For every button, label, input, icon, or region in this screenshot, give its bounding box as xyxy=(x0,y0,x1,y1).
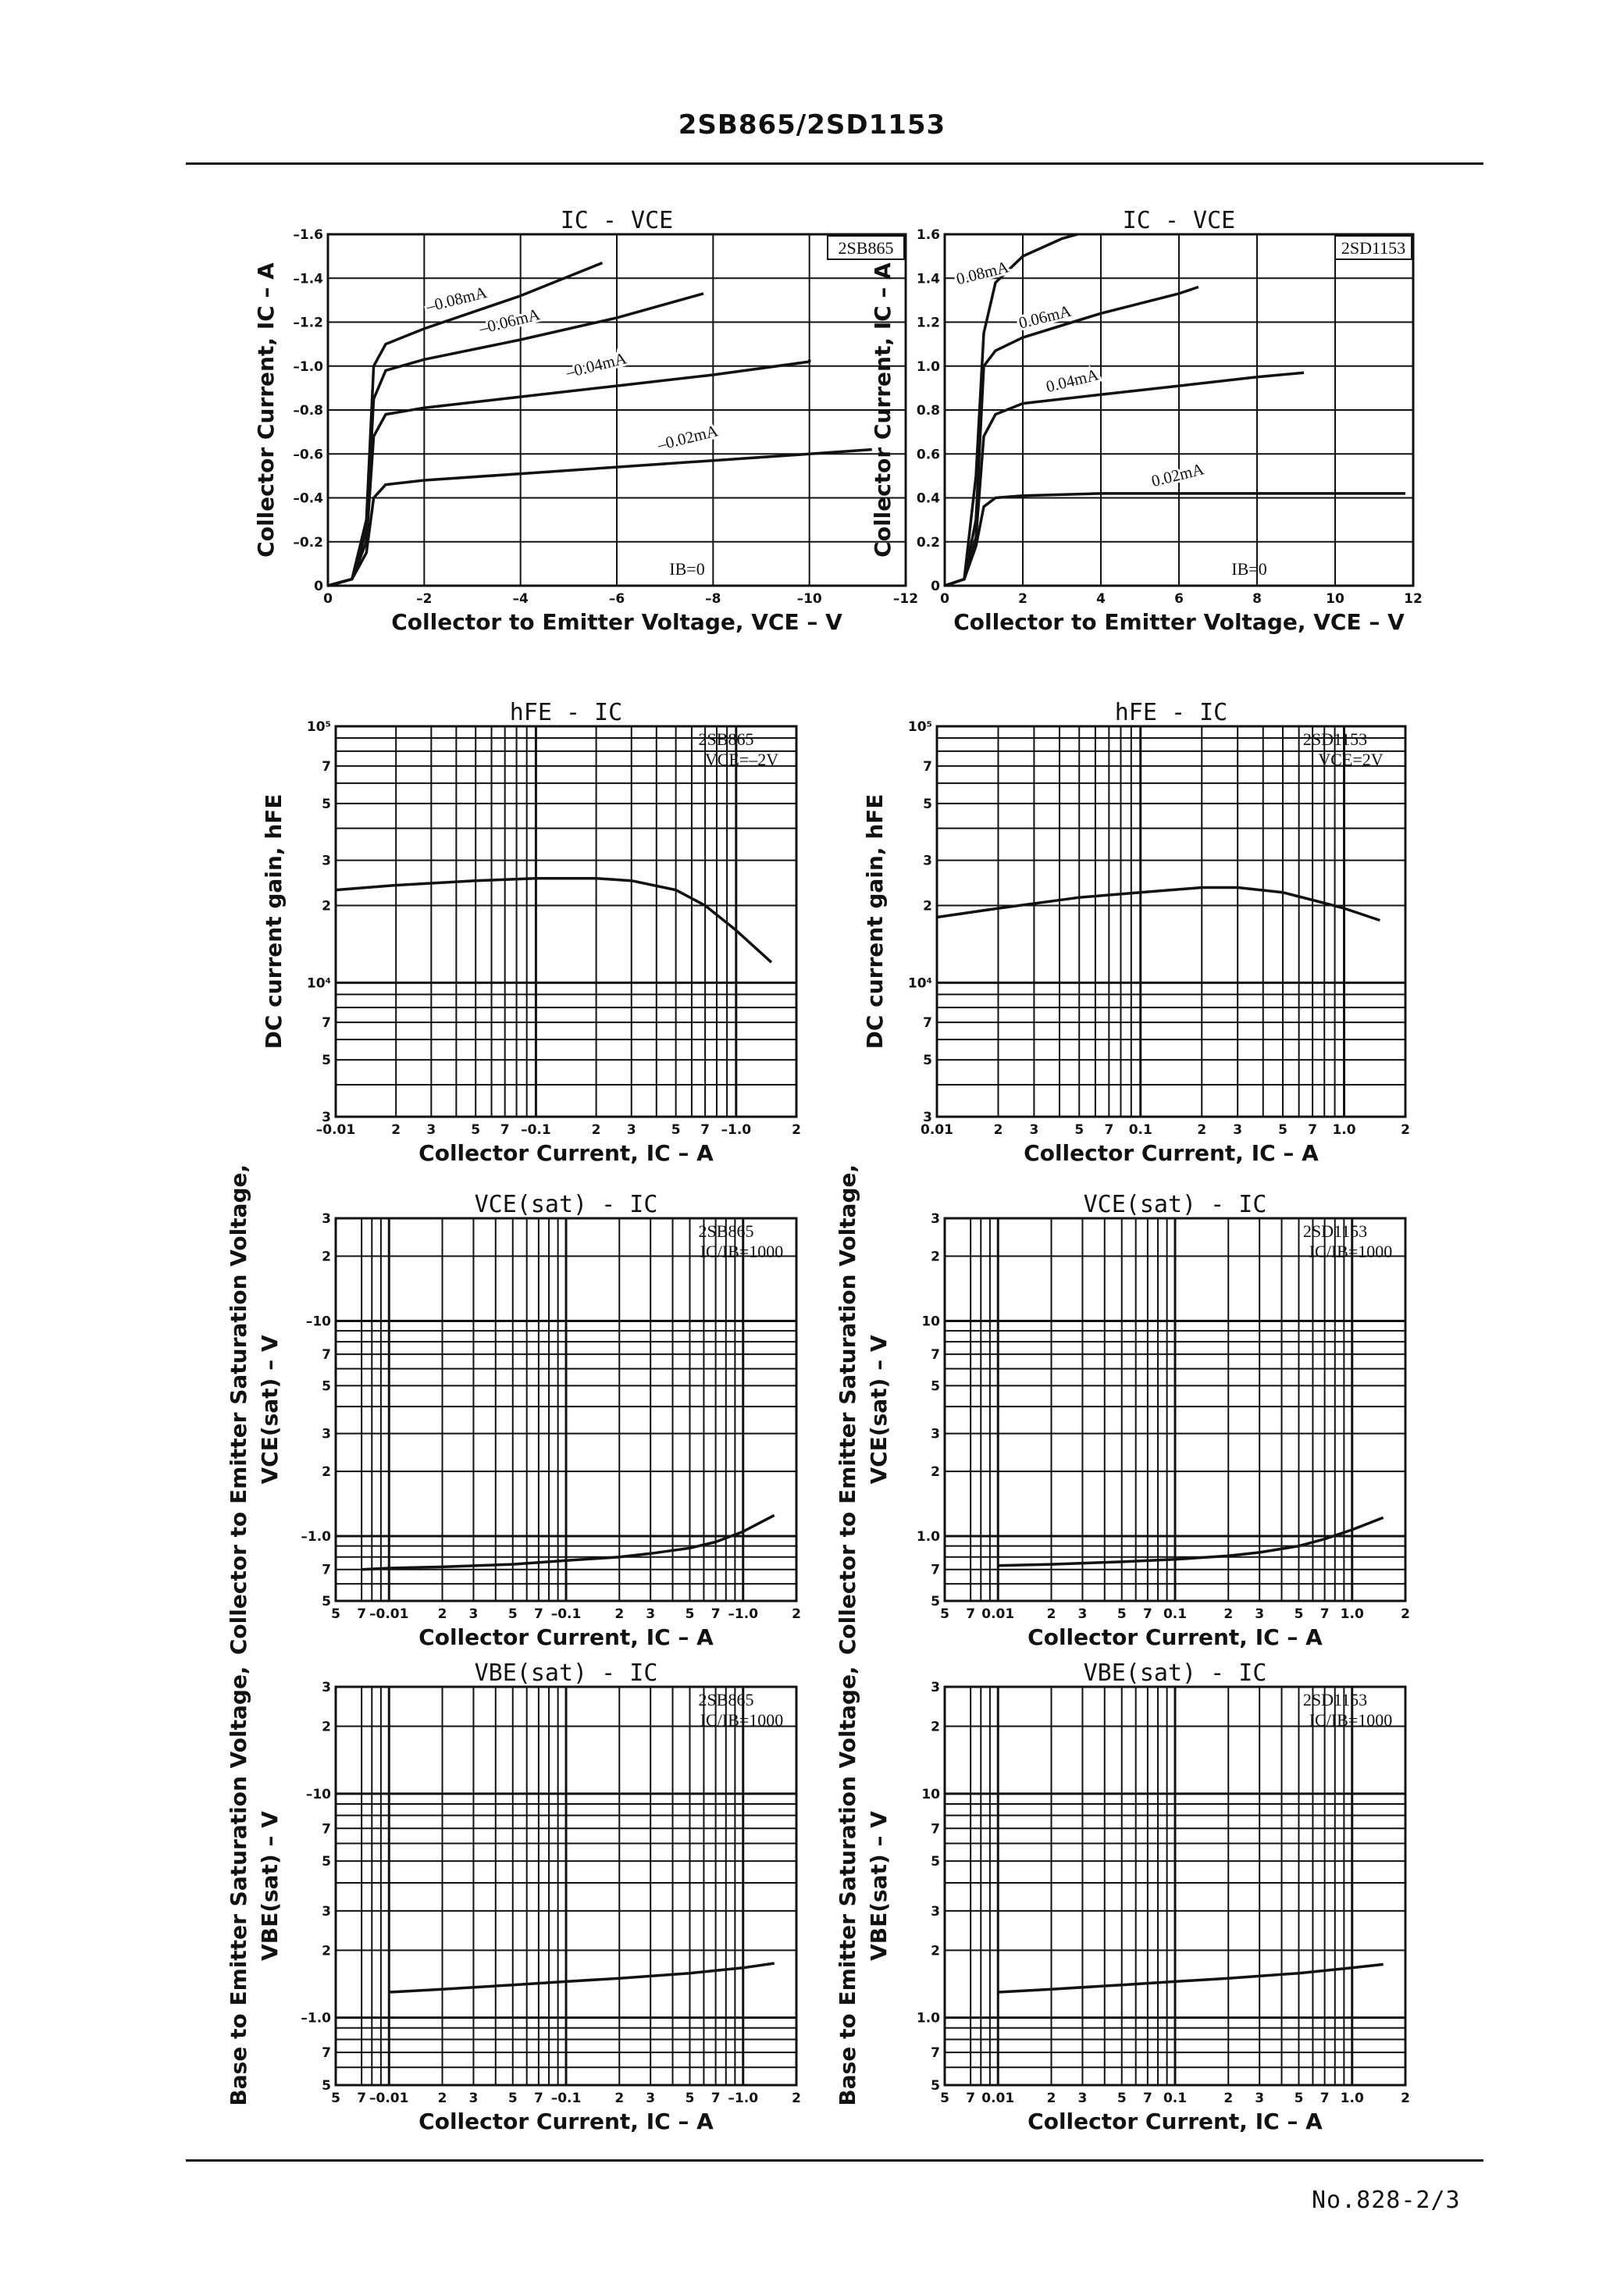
chart-vbesat-ic-2sb865 xyxy=(219,1659,843,2148)
y-tick-label: 1.6 xyxy=(916,227,940,243)
y-tick-label: 3 xyxy=(322,1426,331,1442)
chart-vcesat-ic-2sb865 xyxy=(219,1164,843,1663)
x-tick-label: 5 xyxy=(940,2091,949,2106)
x-tick-label: 7 xyxy=(1320,2091,1330,2106)
x-tick-label: 2 xyxy=(993,1122,1003,1138)
x-tick-label: 3 xyxy=(646,2091,656,2106)
x-tick-label: 5 xyxy=(471,1122,481,1138)
header-rule xyxy=(186,162,1483,165)
y-tick-label: 5 xyxy=(931,1378,940,1395)
x-tick-label: –0.1 xyxy=(550,1606,582,1622)
y-tick-label: 0.4 xyxy=(916,490,940,507)
y-tick-label: 2 xyxy=(931,1464,940,1481)
condition-label: VCE=2V xyxy=(1318,750,1384,769)
x-tick-label: –1.0 xyxy=(721,1122,752,1138)
x-axis-label: Collector Current, IC – A xyxy=(1027,2109,1323,2134)
x-tick-label: 3 xyxy=(1255,1606,1265,1622)
y-axis-label: Base to Emitter Saturation Voltage, xyxy=(835,1666,860,2106)
x-tick-label: 2 xyxy=(1401,1122,1410,1138)
x-axis-label: Collector Current, IC – A xyxy=(418,1624,714,1650)
x-tick-label: 3 xyxy=(1255,2091,1265,2106)
device-label: 2SB865 xyxy=(838,238,894,258)
condition-label: IC/IB=1000 xyxy=(1309,1710,1393,1730)
x-tick-label: 2 xyxy=(1046,1606,1056,1622)
x-tick-label: 2 xyxy=(437,1606,447,1622)
y-tick-label: –1.2 xyxy=(293,315,323,331)
x-tick-label: 1.0 xyxy=(1340,2091,1364,2106)
y-tick-label: –0.8 xyxy=(293,403,323,419)
x-tick-label: 0.1 xyxy=(1163,2091,1188,2106)
y-tick-label: –0.4 xyxy=(293,490,323,507)
x-tick-label: 7 xyxy=(533,2091,543,2106)
x-tick-label: –6 xyxy=(608,591,625,607)
y-tick-label: 5 xyxy=(923,796,932,812)
y-tick-label: 0 xyxy=(931,579,940,594)
x-tick-label: 3 xyxy=(1077,2091,1088,2106)
y-axis-label: VCE(sat) – V xyxy=(866,1335,892,1485)
x-tick-label: 7 xyxy=(500,1122,510,1138)
y-tick-label: –10 xyxy=(305,1314,331,1330)
x-tick-label: 1.0 xyxy=(1340,1606,1364,1622)
y-tick-label: 5 xyxy=(923,1053,932,1069)
y-tick-label: 3 xyxy=(322,1211,331,1227)
x-tick-label: –1.0 xyxy=(728,2091,759,2106)
x-tick-label: 2 xyxy=(792,1122,801,1138)
x-tick-label: 5 xyxy=(1074,1122,1084,1138)
device-label: 2SD1153 xyxy=(1302,729,1368,749)
y-tick-label: 5 xyxy=(322,1594,331,1610)
x-axis-label: Collector to Emitter Voltage, VCE – V xyxy=(953,609,1405,635)
x-tick-label: 7 xyxy=(357,1606,367,1622)
y-tick-label: 10⁵ xyxy=(306,719,331,735)
y-tick-label: 2 xyxy=(322,1943,331,1959)
x-tick-label: 10 xyxy=(1326,591,1344,607)
y-axis-label: Collector to Emitter Saturation Voltage, xyxy=(835,1164,860,1656)
x-tick-label: 2 xyxy=(437,2091,447,2106)
y-tick-label: 5 xyxy=(322,1854,331,1870)
x-tick-label: 0.1 xyxy=(1163,1606,1188,1622)
series-label: –0.06mA xyxy=(477,305,542,338)
x-tick-label: 5 xyxy=(1116,1606,1127,1622)
x-tick-label: –0.01 xyxy=(369,2091,409,2106)
x-tick-label: 5 xyxy=(1294,1606,1304,1622)
chart-ic-vce-2sd1153 xyxy=(843,195,1468,687)
y-tick-label: 0.2 xyxy=(916,534,940,551)
chart-vbesat-ic-2sd1153 xyxy=(835,1659,1468,2148)
y-axis-label: Base to Emitter Saturation Voltage, xyxy=(226,1666,251,2106)
y-tick-label: 3 xyxy=(931,1903,940,1920)
y-tick-label: 5 xyxy=(322,1378,331,1395)
device-label: 2SB865 xyxy=(698,1690,754,1709)
chart-title: IC - VCE xyxy=(1122,207,1236,234)
x-tick-label: 2 xyxy=(1401,2091,1410,2106)
y-tick-label: 7 xyxy=(322,1015,331,1032)
x-tick-label: –10 xyxy=(796,591,822,607)
x-tick-label: 7 xyxy=(710,1606,721,1622)
y-tick-label: 5 xyxy=(322,796,331,812)
condition-label: IC/IB=1000 xyxy=(700,1710,784,1730)
y-tick-label: 3 xyxy=(322,853,331,869)
y-tick-label: 3 xyxy=(931,1680,940,1695)
x-axis-label: Collector Current, IC – A xyxy=(418,1140,714,1166)
y-tick-label: 10 xyxy=(921,1314,940,1330)
y-tick-label: 2 xyxy=(931,1249,940,1265)
x-tick-label: 2 xyxy=(391,1122,401,1138)
device-label: 2SD1153 xyxy=(1302,1221,1368,1241)
y-axis-label: DC current gain, hFE xyxy=(862,793,888,1050)
x-axis-label: Collector Current, IC – A xyxy=(1024,1140,1319,1166)
condition-label: IB=0 xyxy=(669,559,705,579)
device-label: 2SD1153 xyxy=(1341,238,1406,258)
y-tick-label: 3 xyxy=(923,1110,932,1125)
chart-hfe-ic-2sd1153 xyxy=(843,687,1468,1187)
y-tick-label: 2 xyxy=(923,898,932,914)
chart-title: hFE - IC xyxy=(1114,699,1228,726)
x-tick-label: 3 xyxy=(426,1122,436,1138)
chart-hfe-ic-2sb865 xyxy=(219,687,843,1187)
y-tick-label: 7 xyxy=(923,1015,932,1032)
chart-title: IC - VCE xyxy=(560,207,674,234)
y-tick-label: 7 xyxy=(322,1821,331,1838)
x-tick-label: 6 xyxy=(1174,591,1184,607)
y-tick-label: 3 xyxy=(322,1680,331,1695)
x-tick-label: –0.1 xyxy=(521,1122,551,1138)
series-line xyxy=(937,888,1380,921)
x-tick-label: 0.1 xyxy=(1128,1122,1152,1138)
y-axis-label: VCE(sat) – V xyxy=(257,1335,283,1485)
series-line xyxy=(361,1515,775,1569)
x-tick-label: 5 xyxy=(508,2091,518,2106)
x-tick-label: 2 xyxy=(1197,1122,1207,1138)
x-tick-label: 7 xyxy=(710,2091,721,2106)
y-tick-label: 3 xyxy=(322,1110,331,1125)
series-label: 0.06mA xyxy=(1017,301,1074,333)
x-tick-label: 7 xyxy=(1308,1122,1318,1138)
x-tick-label: 5 xyxy=(508,1606,518,1622)
x-tick-label: 7 xyxy=(1320,1606,1330,1622)
y-tick-label: 7 xyxy=(931,2045,940,2062)
y-tick-label: –0.6 xyxy=(293,447,323,463)
footer-rule xyxy=(186,2159,1483,2162)
x-tick-label: 2 xyxy=(1401,1606,1410,1622)
y-tick-label: 1.2 xyxy=(916,315,940,331)
series-line xyxy=(945,373,1304,586)
x-tick-label: 2 xyxy=(614,1606,625,1622)
series-line xyxy=(389,1963,774,1992)
y-tick-label: 7 xyxy=(931,1347,940,1364)
x-tick-label: 7 xyxy=(966,2091,976,2106)
page-header: 2SB865/2SD1153 xyxy=(678,109,946,141)
series-line xyxy=(336,879,771,963)
x-tick-label: 5 xyxy=(331,2091,340,2106)
x-tick-label: 2 xyxy=(614,2091,625,2106)
chart-title: hFE - IC xyxy=(509,699,623,726)
device-label: 2SD1153 xyxy=(1302,1690,1368,1709)
series-label: 0.08mA xyxy=(954,257,1011,289)
chart-title: VBE(sat) - IC xyxy=(474,1659,658,1687)
y-axis-label: Collector Current, IC – A xyxy=(253,262,279,558)
x-tick-label: 12 xyxy=(1404,591,1423,607)
chart-vcesat-ic-2sd1153 xyxy=(835,1164,1468,1663)
x-tick-label: 3 xyxy=(1233,1122,1243,1138)
y-tick-label: –1.4 xyxy=(293,271,323,287)
series-line xyxy=(328,359,810,586)
y-tick-label: –1.0 xyxy=(301,2010,331,2027)
chart-title: VCE(sat) - IC xyxy=(474,1191,658,1218)
x-tick-label: –0.01 xyxy=(315,1122,356,1138)
chart-title: VBE(sat) - IC xyxy=(1083,1659,1267,1687)
x-tick-label: 7 xyxy=(966,1606,976,1622)
y-axis-label: Collector to Emitter Saturation Voltage, xyxy=(226,1164,251,1656)
x-tick-label: 5 xyxy=(1278,1122,1287,1138)
x-tick-label: 5 xyxy=(331,1606,340,1622)
x-tick-label: 0.01 xyxy=(981,2091,1015,2106)
y-axis-label: VBE(sat) – V xyxy=(257,1811,283,1961)
x-tick-label: –8 xyxy=(705,591,721,607)
y-tick-label: 7 xyxy=(322,2045,331,2062)
x-tick-label: –12 xyxy=(892,591,919,607)
y-tick-label: 10⁴ xyxy=(306,975,331,992)
y-tick-label: 1.0 xyxy=(916,358,940,375)
x-tick-label: 5 xyxy=(1116,2091,1127,2106)
y-tick-label: 7 xyxy=(322,1347,331,1364)
y-tick-label: 1.0 xyxy=(916,1529,940,1545)
series-label: –0.08mA xyxy=(424,283,489,316)
page-number: No.828-2/3 xyxy=(1312,2187,1461,2214)
x-tick-label: 7 xyxy=(700,1122,710,1138)
condition-label: IB=0 xyxy=(1231,559,1267,579)
y-tick-label: 7 xyxy=(322,1562,331,1578)
y-tick-label: –1.0 xyxy=(301,1529,331,1545)
series-label: 0.02mA xyxy=(1149,459,1206,491)
y-tick-label: 7 xyxy=(322,758,331,775)
y-tick-label: 3 xyxy=(931,1426,940,1442)
series-line xyxy=(945,494,1405,586)
series-label: –0.02mA xyxy=(655,421,720,455)
y-tick-label: 7 xyxy=(931,1821,940,1838)
x-tick-label: 7 xyxy=(1104,1122,1114,1138)
x-tick-label: 2 xyxy=(1018,591,1027,607)
y-tick-label: 5 xyxy=(931,1594,940,1610)
x-tick-label: 2 xyxy=(1223,1606,1234,1622)
x-tick-label: 5 xyxy=(940,1606,949,1622)
y-tick-label: 0.6 xyxy=(916,447,940,463)
x-tick-label: –4 xyxy=(512,591,529,607)
y-tick-label: 2 xyxy=(322,898,331,914)
x-tick-label: 7 xyxy=(533,1606,543,1622)
x-tick-label: 3 xyxy=(626,1122,636,1138)
x-tick-label: 5 xyxy=(685,1606,695,1622)
y-tick-label: 5 xyxy=(322,1053,331,1069)
x-tick-label: 3 xyxy=(646,1606,656,1622)
condition-label: IC/IB=1000 xyxy=(1309,1242,1393,1261)
y-tick-label: 2 xyxy=(322,1249,331,1265)
x-tick-label: 3 xyxy=(468,1606,479,1622)
device-label: 2SB865 xyxy=(698,1221,754,1241)
y-axis-label: DC current gain, hFE xyxy=(261,793,287,1050)
x-tick-label: –0.01 xyxy=(369,1606,409,1622)
x-tick-label: 7 xyxy=(357,2091,367,2106)
x-tick-label: 2 xyxy=(1046,2091,1056,2106)
y-tick-label: 7 xyxy=(931,1562,940,1578)
condition-label: IC/IB=1000 xyxy=(700,1242,784,1261)
x-axis-label: Collector to Emitter Voltage, VCE – V xyxy=(391,609,842,635)
x-tick-label: 5 xyxy=(685,2091,695,2106)
y-axis-label: Collector Current, IC – A xyxy=(870,262,896,558)
y-tick-label: 5 xyxy=(322,2078,331,2094)
chart-ic-vce-2sb865 xyxy=(219,195,919,687)
y-tick-label: 2 xyxy=(322,1719,331,1735)
y-tick-label: 5 xyxy=(931,1854,940,1870)
x-tick-label: 2 xyxy=(792,2091,801,2106)
y-tick-label: 0 xyxy=(314,579,323,594)
x-tick-label: 1.0 xyxy=(1332,1122,1356,1138)
x-tick-label: 3 xyxy=(1077,1606,1088,1622)
y-tick-label: 2 xyxy=(931,1943,940,1959)
y-tick-label: 3 xyxy=(923,853,932,869)
y-tick-label: 0.8 xyxy=(916,403,940,419)
chart-title: VCE(sat) - IC xyxy=(1083,1191,1267,1218)
x-tick-label: 2 xyxy=(1223,2091,1234,2106)
x-tick-label: 5 xyxy=(671,1122,681,1138)
series-line xyxy=(998,1517,1383,1566)
condition-label: VCE=–2V xyxy=(704,750,779,769)
x-tick-label: –0.1 xyxy=(550,2091,582,2106)
x-tick-label: 2 xyxy=(591,1122,601,1138)
x-tick-label: 3 xyxy=(1029,1122,1039,1138)
y-tick-label: 10⁴ xyxy=(907,975,932,992)
series-label: 0.04mA xyxy=(1044,365,1101,397)
device-label: 2SB865 xyxy=(698,729,754,749)
y-tick-label: 3 xyxy=(322,1903,331,1920)
y-tick-label: –1.6 xyxy=(293,227,323,243)
x-axis-label: Collector Current, IC – A xyxy=(418,2109,714,2134)
x-tick-label: 8 xyxy=(1252,591,1262,607)
y-tick-label: 10⁵ xyxy=(907,719,932,735)
series-line xyxy=(328,450,872,586)
x-tick-label: 0.01 xyxy=(981,1606,1015,1622)
x-tick-label: –1.0 xyxy=(728,1606,759,1622)
x-tick-label: 0 xyxy=(323,591,333,607)
y-tick-label: 2 xyxy=(931,1719,940,1735)
x-tick-label: 7 xyxy=(1142,2091,1152,2106)
y-tick-label: 3 xyxy=(931,1211,940,1227)
y-tick-label: –10 xyxy=(305,1786,331,1802)
x-tick-label: 0 xyxy=(940,591,949,607)
series-label: –0.04mA xyxy=(564,348,629,382)
y-tick-label: 2 xyxy=(322,1464,331,1481)
y-tick-label: –1.0 xyxy=(293,358,323,375)
x-tick-label: 3 xyxy=(468,2091,479,2106)
x-tick-label: 5 xyxy=(1294,2091,1304,2106)
y-tick-label: 1.0 xyxy=(916,2010,940,2027)
y-tick-label: 5 xyxy=(931,2078,940,2094)
x-tick-label: 0.01 xyxy=(921,1122,953,1138)
x-tick-label: 4 xyxy=(1096,591,1106,607)
y-tick-label: 1.4 xyxy=(916,271,940,287)
x-tick-label: 2 xyxy=(792,1606,801,1622)
y-axis-label: VBE(sat) – V xyxy=(866,1811,892,1961)
y-tick-label: 7 xyxy=(923,758,932,775)
series-line xyxy=(998,1964,1383,1992)
y-tick-label: 10 xyxy=(921,1786,940,1802)
x-tick-label: –2 xyxy=(416,591,433,607)
y-tick-label: –0.2 xyxy=(293,534,323,551)
x-tick-label: 7 xyxy=(1142,1606,1152,1622)
x-axis-label: Collector Current, IC – A xyxy=(1027,1624,1323,1650)
